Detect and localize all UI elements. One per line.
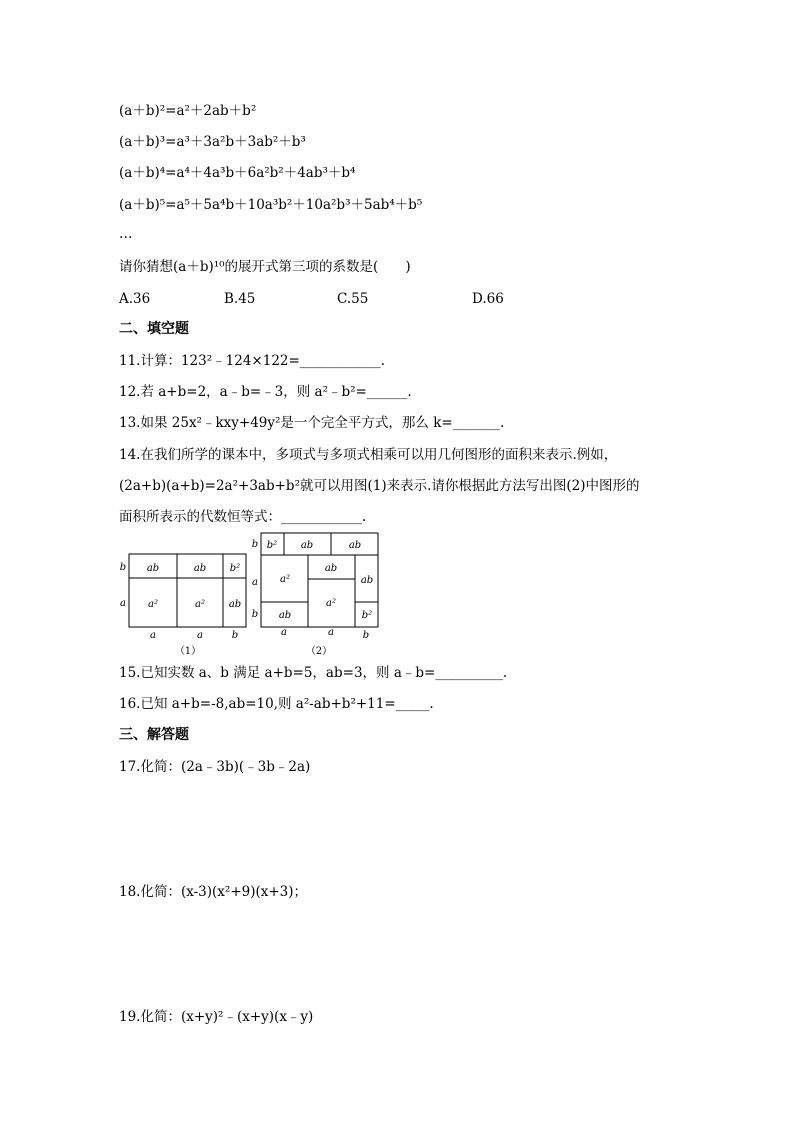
fig1-col-label-b: b [231,630,239,641]
fig2-cell-ab-mid: ab [324,563,338,574]
section-2-title: 二、填空题 [119,321,189,337]
expansion-line-2: (a＋b)³=a³＋3a²b＋3ab²＋b³ [119,134,306,150]
question-14-line-3: 面积所表示的代数恒等式：____________. [119,509,367,525]
q10-option-c: C.55 [337,291,369,307]
fig2-cell-ab-left: ab [278,610,292,621]
fig2-cell-b2-right: b² [361,610,373,621]
question-12: 12.若 a+b=2，a﹣b=﹣3，则 a²﹣b²=______. [119,384,412,400]
fig2-caption: （2） [305,646,333,657]
fig1-cell-ab-2: ab [193,563,207,574]
question-16: 16.已知 a+b=-8,ab=10,则 a²-ab+b²+11=_____. [119,696,434,712]
fig2-cell-ab-top2: ab [348,540,362,551]
expansion-line-4: (a＋b)⁵=a⁵＋5a⁴b＋10a³b²＋10a²b³＋5ab⁴＋b⁵ [119,197,423,213]
fig1-col-label-a1: a [150,630,156,641]
area-model-figure [115,530,390,660]
question-14-line-1: 14.在我们所学的课本中，多项式与多项式相乘可以用几何图形的面积来表示.例如， [119,447,618,463]
q10-option-d: D.66 [472,291,504,307]
fig2-cell-b2-top: b² [266,540,278,551]
question-11: 11.计算：123²﹣124×122=____________. [119,353,386,369]
section-3-title: 三、解答题 [119,727,189,743]
ellipsis: … [119,226,133,242]
fig1-cell-a2-1: a² [148,599,158,610]
question-15: 15.已知实数 a、b 满足 a+b=5，ab=3，则 a﹣b=__________. [119,665,508,681]
fig1-cell-b2: b² [229,563,241,574]
fig2-col-label-a2: a [328,627,334,638]
fig1-cell-ab-1: ab [146,563,160,574]
fig2-cell-a2-mid: a² [326,598,336,609]
question-19: 19.化简：(x+y)²﹣(x+y)(x﹣y) [119,1009,314,1025]
fig1-cell-ab-3: ab [228,599,242,610]
q10-option-a: A.36 [119,291,151,307]
question-18: 18.化简：(x-3)(x²+9)(x+3)； [119,884,308,900]
fig1-row-label-b: b [119,562,127,573]
fig2-col-label-b: b [362,630,370,641]
fig2-row-label-b2: b [251,609,259,620]
fig1-cell-a2-2: a² [195,599,205,610]
question-17: 17.化简：(2a﹣3b)(﹣3b﹣2a) [119,759,311,775]
question-14-line-2: (2a+b)(a+b)=2a²+3ab+b²就可以用图(1)来表示.请你根据此方法写出图(2)中图形的 [119,478,640,494]
fig2-row-label-b1: b [251,539,259,550]
question-13: 13.如果 25x²﹣kxy+49y²是一个完全平方式，那么 k=_______. [119,415,505,431]
fig2-cell-a2-left: a² [280,574,290,585]
fig1-col-label-a2: a [197,630,203,641]
fig1-caption: （1） [174,646,202,657]
fig2-col-label-a1: a [281,627,287,638]
fig2-cell-ab-right: ab [360,575,374,586]
expansion-line-1: (a＋b)²=a²＋2ab＋b² [119,103,257,119]
expansion-line-3: (a＋b)⁴=a⁴＋4a³b＋6a²b²＋4ab³＋b⁴ [119,165,356,181]
fig1-row-label-a: a [120,598,126,609]
q10-stem: 请你猜想(a＋b)¹⁰的展开式第三项的系数是( ) [119,259,411,275]
fig2-cell-ab-top1: ab [300,540,314,551]
q10-option-b: B.45 [224,291,256,307]
fig2-row-label-a: a [252,577,258,588]
